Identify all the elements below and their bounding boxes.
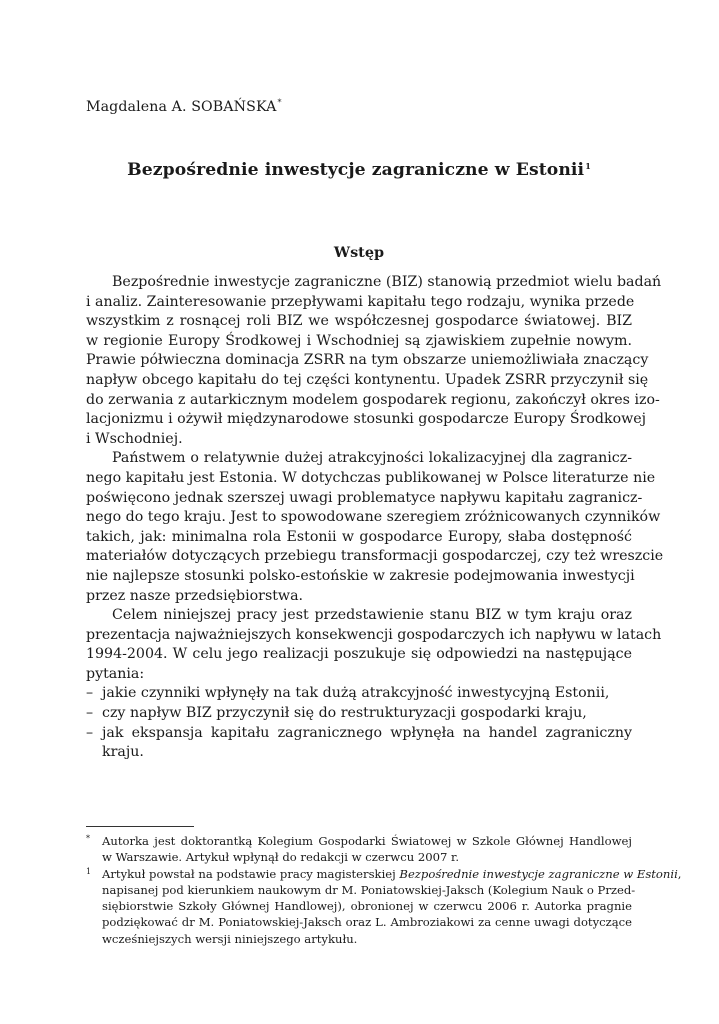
text-line: lacjonizmu i ożywił międzynarodowe stosunki gospodarcze Europy Środkowej xyxy=(86,411,647,428)
question-list xyxy=(86,684,632,762)
footnote-mark: * xyxy=(86,834,90,843)
text-line: materiałów dotyczących przebiegu transformacji gospodarczej, czy też wreszcie xyxy=(86,548,664,565)
footnote-line: Autorka jest doktorantką Kolegium Gospodarki Światowej w Szkole Głównej Handlowej xyxy=(102,834,632,848)
text-line: wszystkim z rosnącej roli BIZ we współczesnej gospodarce światowej. BIZ xyxy=(86,313,632,330)
footnotes xyxy=(86,833,682,947)
text-line: napływ obcego kapitału do tej części kontynentu. Upadek ZSRR przyczynił się xyxy=(86,371,649,388)
author-name: Magdalena A. SOBAŃSKA xyxy=(86,99,277,115)
paragraph-3 xyxy=(86,606,662,684)
list-item-text: czy napływ BIZ przyczynił się do restrukturyzacji gospodarki kraju, xyxy=(102,705,587,722)
text-line: poświęcono jednak szerszej uwagi problematyce napływu kapitału zagranicz- xyxy=(86,489,643,506)
list-item xyxy=(86,684,632,704)
text-line: prezentacja najważniejszych konsekwencji gospodarczych ich napływu w latach xyxy=(86,626,662,643)
footnote-author xyxy=(86,833,632,866)
dash-marker: – xyxy=(86,724,94,741)
footnote-line xyxy=(102,866,682,882)
list-item-text: jakie czynniki wpłynęły na tak dużą atrakcyjność inwestycyjną Estonii, xyxy=(102,685,610,702)
footnote-text: Artykuł powstał na podstawie pracy magisterskiej xyxy=(102,866,400,881)
text-line: nie najlepsze stosunki polsko-estońskie w zakresie podejmowania inwestycji xyxy=(86,567,635,584)
footnote-line: siębiorstwie Szkoły Głównej Handlowej), obronionej w czerwcu 2006 r. Autorka pragnie xyxy=(102,899,632,914)
text-line: Celem niniejszej pracy jest przedstawienie stanu BIZ w tym kraju oraz xyxy=(112,607,632,624)
text-line: 1994-2004. W celu jego realizacji poszukuje się odpowiedzi na następujące xyxy=(86,646,632,663)
body-text xyxy=(86,273,664,763)
footnote-line: podziękować dr M. Poniatowskiej-Jaksch oraz L. Ambroziakowi za cenne uwagi dotyczące xyxy=(102,915,632,930)
text-line: przez nasze przedsiębiorstwa. xyxy=(86,587,304,604)
text-line: i analiz. Zainteresowanie przepływami kapitału tego rodzaju, wynika przede xyxy=(86,293,635,310)
text-line: w regionie Europy Środkowej i Wschodniej są zjawiskiem zupełnie nowym. xyxy=(86,332,632,349)
footnote-line: napisanej pod kierunkiem naukowym dr M. Poniatowskiej-Jaksch (Kolegium Nauk o Przed- xyxy=(102,882,636,897)
list-item-text: jak ekspansja kapitału zagranicznego wpłynęła na handel zagraniczny xyxy=(102,724,632,741)
text-line: nego kapitału jest Estonia. W dotychczas publikowanej w Polsce literaturze nie xyxy=(86,469,656,486)
text-line: i Wschodniej. xyxy=(86,430,183,447)
text-line: Państwem o relatywnie dużej atrakcyjności lokalizacyjnej dla zagranicz- xyxy=(112,450,632,467)
thesis-title: Bezpośrednie inwestycje zagraniczne w Estonii xyxy=(399,866,678,881)
paragraph-2 xyxy=(86,449,664,606)
footnote-1 xyxy=(86,866,682,947)
footnote-mark: 1 xyxy=(86,866,92,876)
author-line xyxy=(86,98,282,115)
footnote-line: wcześniejszych wersji niniejszego artykułu. xyxy=(102,931,358,946)
text-line: do zerwania z autarkicznym modelem gospodarek regionu, zakończył okres izo- xyxy=(86,391,660,408)
list-item xyxy=(86,704,632,724)
title-footnote-mark[interactable]: 1 xyxy=(585,161,591,171)
paragraph-1 xyxy=(86,273,662,449)
dash-marker: – xyxy=(86,705,94,722)
article-title-text: Bezpośrednie inwestycje zagraniczne w Estonii xyxy=(127,160,585,180)
footnote-rule xyxy=(86,826,194,827)
list-item-continuation: kraju. xyxy=(102,744,144,761)
text-line: nego do tego kraju. Jest to spowodowane szeregiem zróżnicowanych czynników xyxy=(86,509,661,526)
dash-marker: – xyxy=(86,685,94,702)
article-title xyxy=(86,160,632,180)
footnote-line: w Warszawie. Artykuł wpłynął do redakcji w czerwcu 2007 r. xyxy=(102,850,459,865)
footnote-text: , xyxy=(677,866,682,881)
text-line: Prawie półwieczna dominacja ZSRR na tym obszarze uniemożliwiała znaczący xyxy=(86,352,649,369)
author-footnote-mark[interactable]: * xyxy=(277,98,282,107)
text-line: pytania: xyxy=(86,665,145,682)
text-line: Bezpośrednie inwestycje zagraniczne (BIZ) stanowią przedmiot wielu badań xyxy=(112,274,662,290)
section-heading: Wstęp xyxy=(333,244,385,261)
text-line: takich, jak: minimalna rola Estonii w gospodarce Europy, słaba dostępność xyxy=(86,528,632,545)
list-item xyxy=(86,724,632,744)
